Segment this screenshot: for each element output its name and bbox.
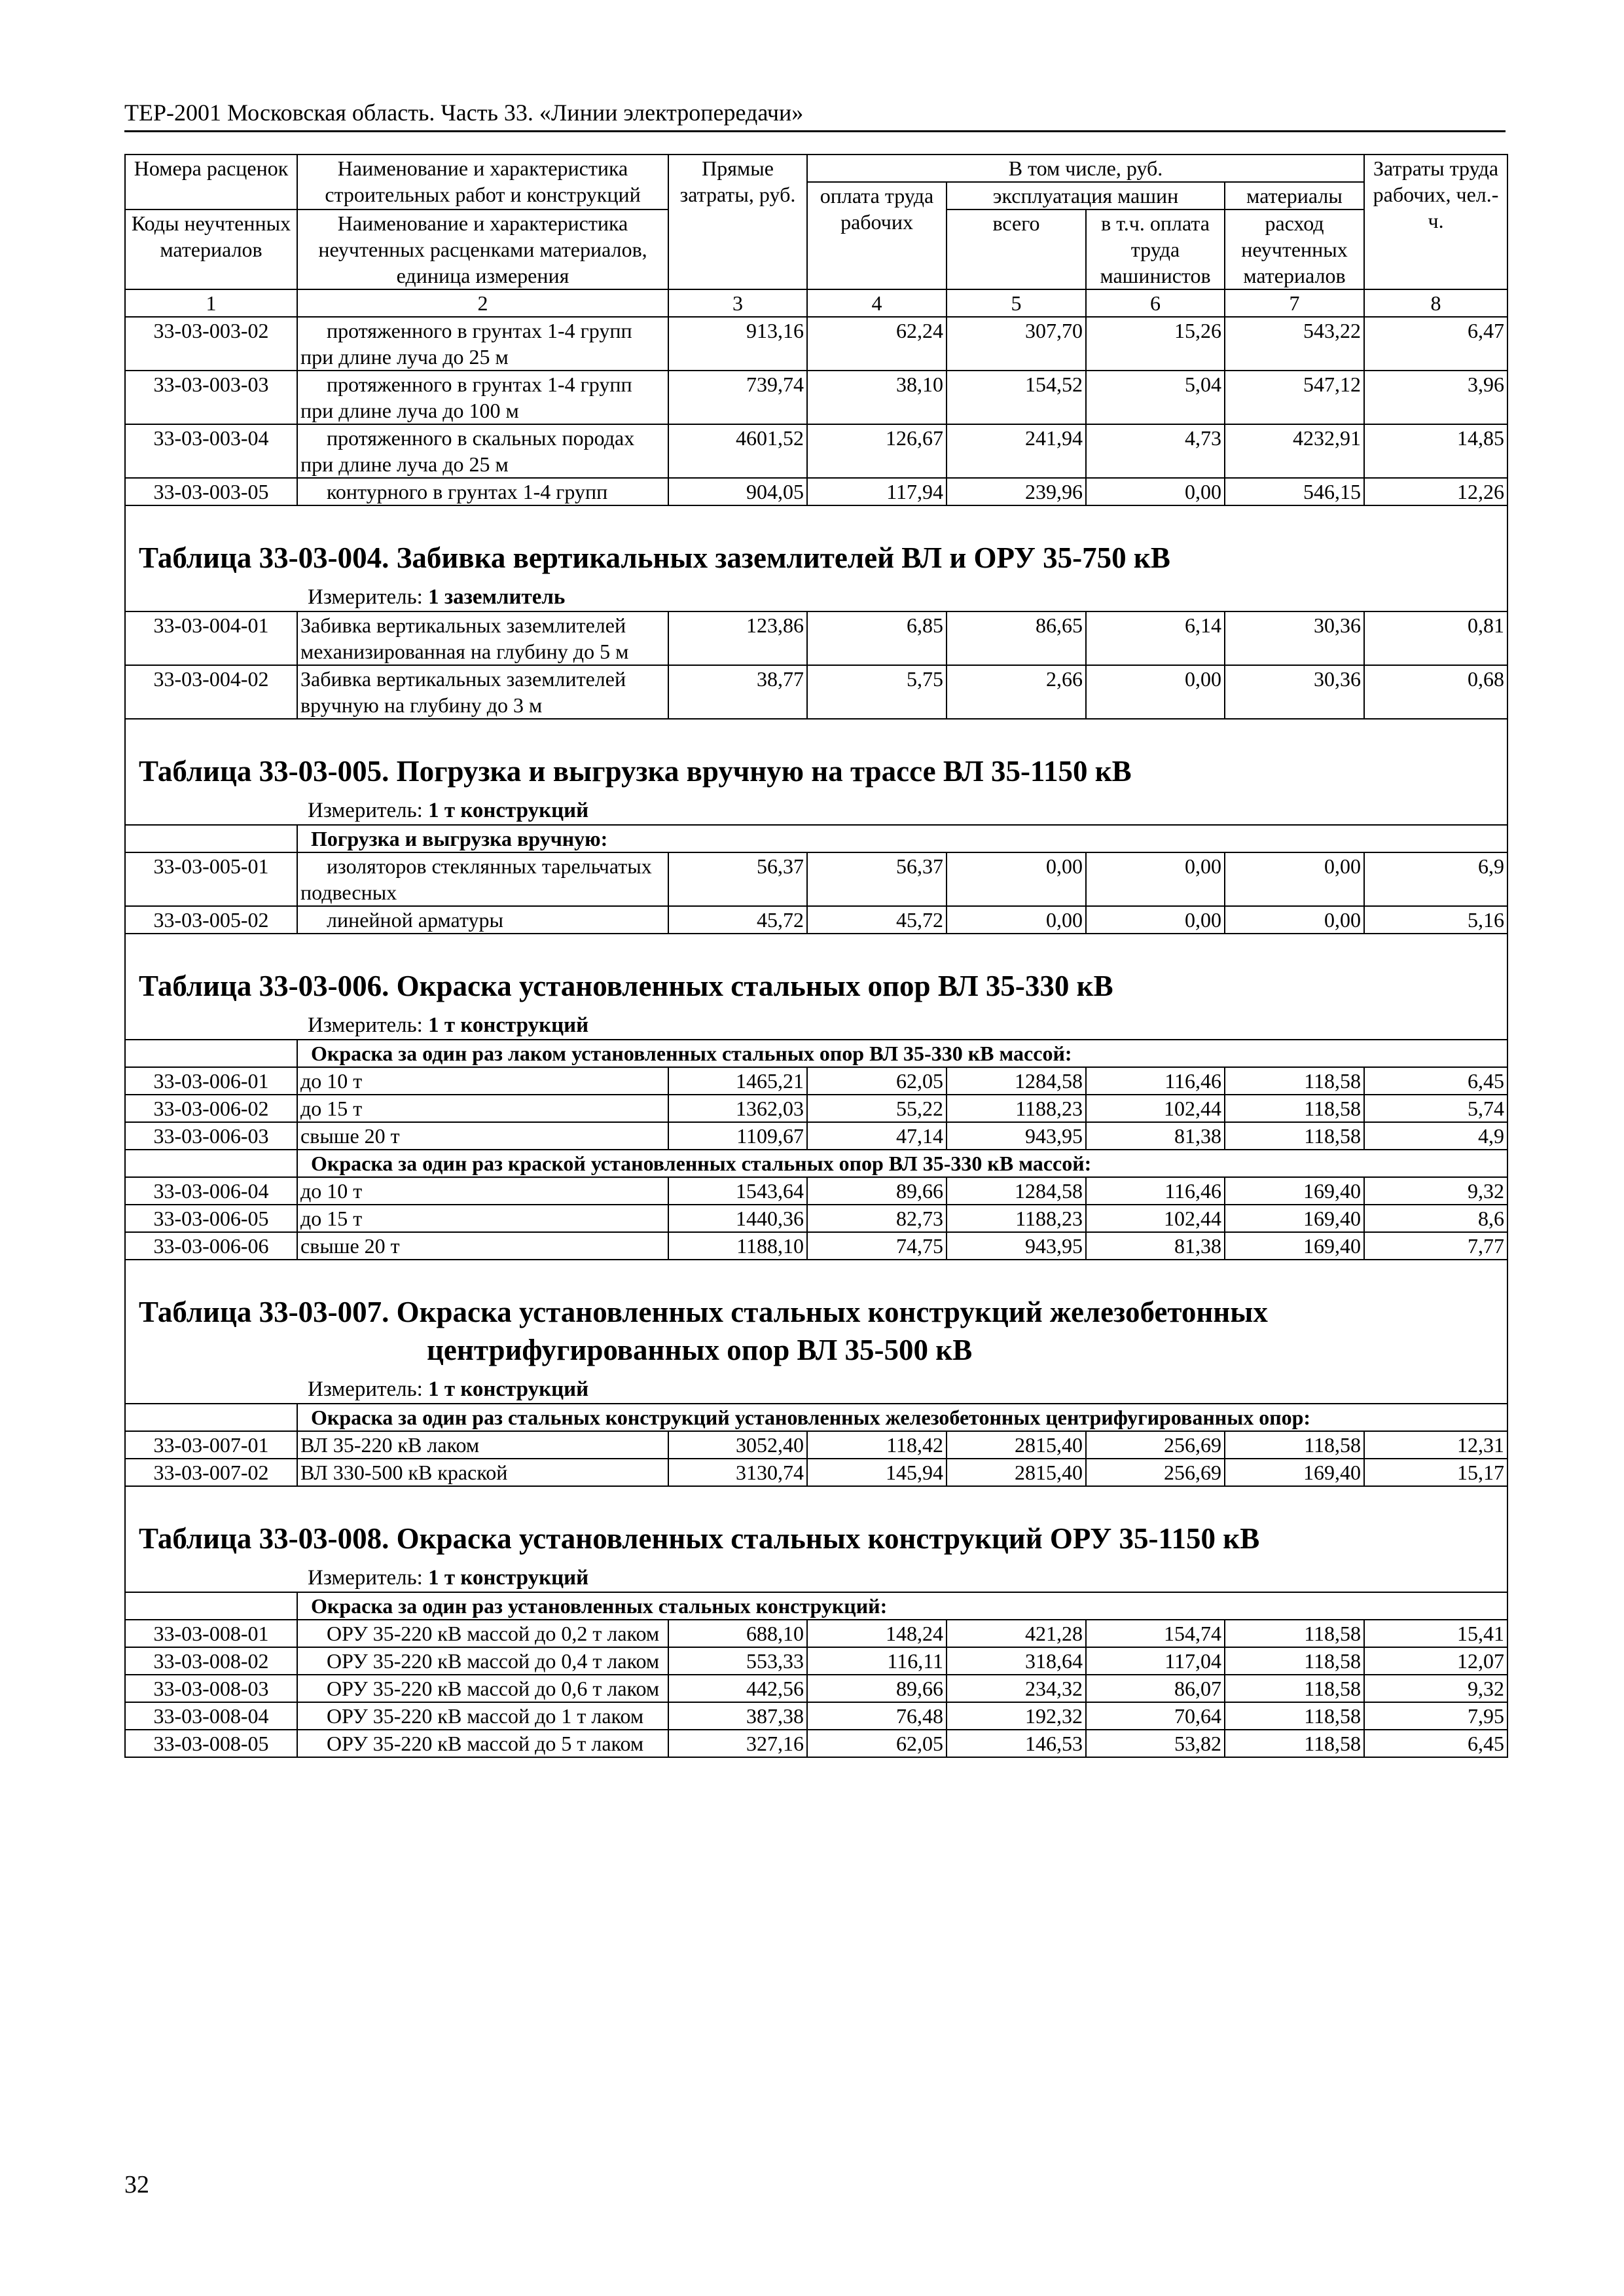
value-direct: 387,38 <box>668 1702 807 1730</box>
value-mach: 943,95 <box>947 1122 1086 1150</box>
value-mach: 1284,58 <box>947 1067 1086 1095</box>
page-header: ТЕР-2001 Московская область. Часть 33. «Линии электропередачи» <box>124 95 1506 132</box>
value-labor: 62,24 <box>807 317 947 371</box>
value-mach_labor: 53,82 <box>1086 1730 1225 1757</box>
value-labor: 74,75 <box>807 1232 947 1260</box>
table-title-line2: центрифугированных опор ВЛ 35-500 кВ <box>427 1334 973 1366</box>
measure-label: Измеритель: <box>308 1377 423 1401</box>
col-header-machines: эксплуатация машин <box>947 182 1225 210</box>
spacer <box>125 1486 1507 1513</box>
rate-code: 33-03-008-05 <box>125 1730 297 1757</box>
rate-code: 33-03-003-04 <box>125 424 297 478</box>
rate-code: 33-03-007-01 <box>125 1431 297 1459</box>
column-number: 6 <box>1086 289 1225 317</box>
work-name: ОРУ 35-220 кВ массой до 5 т лаком <box>297 1730 668 1757</box>
table-title: Таблица 33-03-006. Окраска установленных стальных опор ВЛ 35-330 кВ <box>139 970 1113 1002</box>
value-direct: 442,56 <box>668 1675 807 1702</box>
value-hours: 12,07 <box>1364 1647 1507 1675</box>
col-header-codes: Номера расценок <box>125 155 297 210</box>
spacer <box>125 719 1507 746</box>
work-name: Забивка вертикальных заземлителей механизированная на глубину до 5 м <box>297 611 668 665</box>
value-mat: 118,58 <box>1225 1095 1364 1122</box>
subheader: Окраска за один раз лаком установленных стальных опор ВЛ 35-330 кВ массой: <box>297 1040 1507 1067</box>
value-direct: 327,16 <box>668 1730 807 1757</box>
value-labor: 126,67 <box>807 424 947 478</box>
value-mat: 118,58 <box>1225 1122 1364 1150</box>
rate-code: 33-03-007-02 <box>125 1459 297 1486</box>
measure <box>125 583 1507 611</box>
column-number: 2 <box>297 289 668 317</box>
value-mach: 318,64 <box>947 1647 1086 1675</box>
value-mat: 118,58 <box>1225 1702 1364 1730</box>
value-mach: 239,96 <box>947 478 1086 505</box>
value-mat: 118,58 <box>1225 1431 1364 1459</box>
value-hours: 14,85 <box>1364 424 1507 478</box>
work-name: ОРУ 35-220 кВ массой до 1 т лаком <box>297 1702 668 1730</box>
value-labor: 145,94 <box>807 1459 947 1486</box>
rate-code: 33-03-006-03 <box>125 1122 297 1150</box>
value-labor: 6,85 <box>807 611 947 665</box>
value-mach: 1188,23 <box>947 1205 1086 1232</box>
value-hours: 15,41 <box>1364 1620 1507 1647</box>
table-row <box>125 1177 1507 1205</box>
value-mach_labor: 0,00 <box>1086 852 1225 906</box>
value-mach: 154,52 <box>947 371 1086 424</box>
table-007-title-cell <box>125 1286 1507 1376</box>
value-mach_labor: 6,14 <box>1086 611 1225 665</box>
measure-value: 1 заземлитель <box>428 585 566 609</box>
measure-label: Измеритель: <box>308 1566 423 1590</box>
value-mach: 2815,40 <box>947 1431 1086 1459</box>
table-006-title <box>125 960 1507 1011</box>
value-direct: 913,16 <box>668 317 807 371</box>
value-mach: 0,00 <box>947 852 1086 906</box>
value-labor: 47,14 <box>807 1122 947 1150</box>
subheader: Окраска за один раз краской установленных стальных опор ВЛ 35-330 кВ массой: <box>297 1150 1507 1177</box>
table-row <box>125 611 1507 665</box>
table-005-title-cell <box>125 746 1507 797</box>
subheader: Окраска за один раз стальных конструкций установленных железобетонных центрифугированных опор: <box>297 1404 1507 1431</box>
value-labor: 62,05 <box>807 1067 947 1095</box>
value-direct: 688,10 <box>668 1620 807 1647</box>
rate-code: 33-03-008-02 <box>125 1647 297 1675</box>
table-row <box>125 1095 1507 1122</box>
work-name: контурного в грунтах 1-4 групп <box>297 478 668 505</box>
table-title: Таблица 33-03-005. Погрузка и выгрузка вручную на трассе ВЛ 35-1150 кВ <box>139 755 1132 788</box>
table-row <box>125 1675 1507 1702</box>
work-name: ОРУ 35-220 кВ массой до 0,4 т лаком <box>297 1647 668 1675</box>
value-direct: 1362,03 <box>668 1095 807 1122</box>
measure-value: 1 т конструкций <box>428 799 589 822</box>
value-hours: 15,17 <box>1364 1459 1507 1486</box>
value-labor: 89,66 <box>807 1177 947 1205</box>
value-labor: 38,10 <box>807 371 947 424</box>
work-name: изоляторов стеклянных тарельчатых подвесных <box>297 852 668 906</box>
rate-code: 33-03-006-02 <box>125 1095 297 1122</box>
table-row <box>125 1205 1507 1232</box>
measure <box>125 797 1507 825</box>
spacer <box>125 1260 1507 1286</box>
col-header-materials: материалы <box>1225 182 1364 210</box>
work-name: ОРУ 35-220 кВ массой до 0,6 т лаком <box>297 1675 668 1702</box>
value-mach_labor: 154,74 <box>1086 1620 1225 1647</box>
value-mach: 1188,23 <box>947 1095 1086 1122</box>
measure-row <box>125 583 1507 611</box>
value-mat: 118,58 <box>1225 1730 1364 1757</box>
rate-code: 33-03-006-06 <box>125 1232 297 1260</box>
work-name: протяженного в грунтах 1-4 групп при длине луча до 100 м <box>297 371 668 424</box>
value-mach: 307,70 <box>947 317 1086 371</box>
header-row-1 <box>125 155 1507 182</box>
value-hours: 0,81 <box>1364 611 1507 665</box>
value-mat: 118,58 <box>1225 1675 1364 1702</box>
value-mach_labor: 5,04 <box>1086 371 1225 424</box>
table-row <box>125 1232 1507 1260</box>
rate-code: 33-03-006-04 <box>125 1177 297 1205</box>
subheader-code <box>125 1592 297 1620</box>
subheader-row <box>125 1150 1507 1177</box>
value-mat: 169,40 <box>1225 1459 1364 1486</box>
value-labor: 5,75 <box>807 665 947 719</box>
table-008-title-cell <box>125 1513 1507 1564</box>
measure-value: 1 т конструкций <box>428 1013 589 1037</box>
value-direct: 553,33 <box>668 1647 807 1675</box>
value-hours: 6,47 <box>1364 317 1507 371</box>
value-mach_labor: 81,38 <box>1086 1122 1225 1150</box>
column-number: 7 <box>1225 289 1364 317</box>
value-direct: 45,72 <box>668 906 807 934</box>
value-labor: 82,73 <box>807 1205 947 1232</box>
work-name: свыше 20 т <box>297 1232 668 1260</box>
value-mach_labor: 116,46 <box>1086 1067 1225 1095</box>
measure-label: Измеритель: <box>308 585 423 609</box>
spacer-row <box>125 1260 1507 1286</box>
work-name: линейной арматуры <box>297 906 668 934</box>
value-mach_labor: 0,00 <box>1086 478 1225 505</box>
table-row <box>125 852 1507 906</box>
measure-value: 1 т конструкций <box>428 1566 589 1590</box>
value-direct: 123,86 <box>668 611 807 665</box>
value-hours: 3,96 <box>1364 371 1507 424</box>
subheader-code <box>125 1040 297 1067</box>
value-direct: 3052,40 <box>668 1431 807 1459</box>
work-name: Забивка вертикальных заземлителей вручную на глубину до 3 м <box>297 665 668 719</box>
work-name: до 15 т <box>297 1095 668 1122</box>
value-direct: 1440,36 <box>668 1205 807 1232</box>
value-labor: 89,66 <box>807 1675 947 1702</box>
work-name: протяженного в грунтах 1-4 групп при длине луча до 25 м <box>297 317 668 371</box>
value-direct: 38,77 <box>668 665 807 719</box>
work-name: ВЛ 330-500 кВ краской <box>297 1459 668 1486</box>
value-mach: 1284,58 <box>947 1177 1086 1205</box>
value-mat: 547,12 <box>1225 371 1364 424</box>
value-hours: 6,9 <box>1364 852 1507 906</box>
subheader-code <box>125 825 297 852</box>
spacer-row <box>125 934 1507 960</box>
value-direct: 1188,10 <box>668 1232 807 1260</box>
value-mach: 421,28 <box>947 1620 1086 1647</box>
col-header-mach-total: всего <box>947 210 1086 289</box>
value-hours: 7,77 <box>1364 1232 1507 1260</box>
measure-label: Измеритель: <box>308 799 423 822</box>
work-name: ОРУ 35-220 кВ массой до 0,2 т лаком <box>297 1620 668 1647</box>
col-header-mat-usage: расход неучтенных материалов <box>1225 210 1364 289</box>
col-header-mat-name: Наименование и характеристика неучтенных расценками материалов, единица измерения <box>297 210 668 289</box>
subheader-row <box>125 1404 1507 1431</box>
measure <box>125 1011 1507 1040</box>
value-mach: 241,94 <box>947 424 1086 478</box>
value-mat: 169,40 <box>1225 1205 1364 1232</box>
column-number: 3 <box>668 289 807 317</box>
price-table <box>124 154 1508 1758</box>
value-labor: 55,22 <box>807 1095 947 1122</box>
measure-row <box>125 1376 1507 1404</box>
value-mat: 118,58 <box>1225 1647 1364 1675</box>
table-row <box>125 906 1507 934</box>
value-mach: 2815,40 <box>947 1459 1086 1486</box>
value-hours: 12,26 <box>1364 478 1507 505</box>
value-mach_labor: 86,07 <box>1086 1675 1225 1702</box>
value-labor: 62,05 <box>807 1730 947 1757</box>
value-direct: 3130,74 <box>668 1459 807 1486</box>
value-direct: 56,37 <box>668 852 807 906</box>
value-labor: 56,37 <box>807 852 947 906</box>
spacer-row <box>125 719 1507 746</box>
value-mat: 169,40 <box>1225 1232 1364 1260</box>
value-mach: 2,66 <box>947 665 1086 719</box>
table-004-title-cell <box>125 532 1507 583</box>
work-name: до 10 т <box>297 1177 668 1205</box>
value-mach_labor: 256,69 <box>1086 1431 1225 1459</box>
work-name: до 15 т <box>297 1205 668 1232</box>
subheader-code <box>125 1404 297 1431</box>
value-hours: 4,9 <box>1364 1122 1507 1150</box>
table-row <box>125 1730 1507 1757</box>
table-title: Таблица 33-03-008. Окраска установленных стальных конструкций ОРУ 35-1150 кВ <box>139 1522 1260 1555</box>
value-hours: 9,32 <box>1364 1675 1507 1702</box>
value-hours: 8,6 <box>1364 1205 1507 1232</box>
value-mach_labor: 102,44 <box>1086 1205 1225 1232</box>
measure <box>125 1376 1507 1404</box>
spacer <box>125 934 1507 960</box>
rate-code: 33-03-004-01 <box>125 611 297 665</box>
value-mach_labor: 0,00 <box>1086 665 1225 719</box>
rate-code: 33-03-003-02 <box>125 317 297 371</box>
table-row <box>125 1702 1507 1730</box>
spacer-row <box>125 505 1507 532</box>
col-header-group: В том числе, руб. <box>807 155 1364 182</box>
column-number: 8 <box>1364 289 1507 317</box>
table-row <box>125 371 1507 424</box>
value-mat: 118,58 <box>1225 1620 1364 1647</box>
value-hours: 5,16 <box>1364 906 1507 934</box>
table-title: Таблица 33-03-007. Окраска установленных стальных конструкций железобетонных <box>139 1296 1268 1328</box>
value-hours: 6,45 <box>1364 1067 1507 1095</box>
value-hours: 0,68 <box>1364 665 1507 719</box>
work-name: ВЛ 35-220 кВ лаком <box>297 1431 668 1459</box>
value-direct: 1543,64 <box>668 1177 807 1205</box>
table-004-title <box>125 532 1507 583</box>
value-mach: 192,32 <box>947 1702 1086 1730</box>
value-mach: 0,00 <box>947 906 1086 934</box>
column-number: 1 <box>125 289 297 317</box>
spacer-row <box>125 1486 1507 1513</box>
measure-row <box>125 1011 1507 1040</box>
spacer <box>125 505 1507 532</box>
subheader-code <box>125 1150 297 1177</box>
value-mat: 169,40 <box>1225 1177 1364 1205</box>
value-direct: 904,05 <box>668 478 807 505</box>
value-hours: 12,31 <box>1364 1431 1507 1459</box>
column-numbers-row <box>125 289 1507 317</box>
value-mach_labor: 4,73 <box>1086 424 1225 478</box>
measure <box>125 1564 1507 1592</box>
table-006-title-cell <box>125 960 1507 1011</box>
value-mach_labor: 256,69 <box>1086 1459 1225 1486</box>
rate-code: 33-03-008-03 <box>125 1675 297 1702</box>
rate-code: 33-03-003-05 <box>125 478 297 505</box>
value-mat: 543,22 <box>1225 317 1364 371</box>
value-mat: 30,36 <box>1225 665 1364 719</box>
col-header-labor: оплата труда рабочих <box>807 182 947 289</box>
value-mach: 234,32 <box>947 1675 1086 1702</box>
table-row <box>125 1431 1507 1459</box>
value-mach: 86,65 <box>947 611 1086 665</box>
col-header-name: Наименование и характеристика строительных работ и конструкций <box>297 155 668 210</box>
value-mat: 0,00 <box>1225 906 1364 934</box>
col-header-hours: Затраты труда рабочих, чел.-ч. <box>1364 155 1507 289</box>
rate-code: 33-03-003-03 <box>125 371 297 424</box>
col-header-mach-labor: в т.ч. оплата труда машинистов <box>1086 210 1225 289</box>
col-header-direct: Прямые затраты, руб. <box>668 155 807 289</box>
value-mach_labor: 70,64 <box>1086 1702 1225 1730</box>
subheader-row <box>125 1040 1507 1067</box>
value-mach: 943,95 <box>947 1232 1086 1260</box>
value-labor: 116,11 <box>807 1647 947 1675</box>
rate-code: 33-03-004-02 <box>125 665 297 719</box>
work-name: свыше 20 т <box>297 1122 668 1150</box>
subheader-row <box>125 825 1507 852</box>
value-hours: 7,95 <box>1364 1702 1507 1730</box>
table-row <box>125 1620 1507 1647</box>
value-mat: 546,15 <box>1225 478 1364 505</box>
rate-code: 33-03-005-01 <box>125 852 297 906</box>
table-row <box>125 424 1507 478</box>
measure-row <box>125 1564 1507 1592</box>
value-mach_labor: 116,46 <box>1086 1177 1225 1205</box>
table-row <box>125 1067 1507 1095</box>
rate-code: 33-03-008-04 <box>125 1702 297 1730</box>
work-name: протяженного в скальных породах при длине луча до 25 м <box>297 424 668 478</box>
table-008-title <box>125 1513 1507 1564</box>
value-labor: 148,24 <box>807 1620 947 1647</box>
rate-code: 33-03-006-01 <box>125 1067 297 1095</box>
rate-code: 33-03-008-01 <box>125 1620 297 1647</box>
value-direct: 739,74 <box>668 371 807 424</box>
table-row <box>125 665 1507 719</box>
measure-value: 1 т конструкций <box>428 1377 589 1401</box>
value-mach_labor: 81,38 <box>1086 1232 1225 1260</box>
value-mat: 30,36 <box>1225 611 1364 665</box>
col-header-mat-codes: Коды неучтенных материалов <box>125 210 297 289</box>
value-hours: 6,45 <box>1364 1730 1507 1757</box>
value-labor: 117,94 <box>807 478 947 505</box>
value-mat: 118,58 <box>1225 1067 1364 1095</box>
value-mat: 4232,91 <box>1225 424 1364 478</box>
value-hours: 9,32 <box>1364 1177 1507 1205</box>
table-row <box>125 1647 1507 1675</box>
rate-code: 33-03-005-02 <box>125 906 297 934</box>
value-direct: 4601,52 <box>668 424 807 478</box>
table-row <box>125 478 1507 505</box>
page-number: 32 <box>124 2171 149 2198</box>
value-direct: 1109,67 <box>668 1122 807 1150</box>
table-005-title <box>125 746 1507 797</box>
table-row <box>125 1122 1507 1150</box>
rate-code: 33-03-006-05 <box>125 1205 297 1232</box>
value-mach_labor: 0,00 <box>1086 906 1225 934</box>
value-labor: 45,72 <box>807 906 947 934</box>
table-title: Таблица 33-03-004. Забивка вертикальных заземлителей ВЛ и ОРУ 35-750 кВ <box>139 541 1170 574</box>
value-mach_labor: 102,44 <box>1086 1095 1225 1122</box>
subheader: Окраска за один раз установленных стальных конструкций: <box>297 1592 1507 1620</box>
table-007-title <box>125 1286 1507 1376</box>
column-number: 4 <box>807 289 947 317</box>
value-labor: 118,42 <box>807 1431 947 1459</box>
work-name: до 10 т <box>297 1067 668 1095</box>
measure-row <box>125 797 1507 825</box>
value-mach_labor: 117,04 <box>1086 1647 1225 1675</box>
table-row <box>125 317 1507 371</box>
value-labor: 76,48 <box>807 1702 947 1730</box>
value-mat: 0,00 <box>1225 852 1364 906</box>
subheader: Погрузка и выгрузка вручную: <box>297 825 1507 852</box>
table-row <box>125 1459 1507 1486</box>
value-direct: 1465,21 <box>668 1067 807 1095</box>
value-hours: 5,74 <box>1364 1095 1507 1122</box>
measure-label: Измеритель: <box>308 1013 423 1037</box>
value-mach_labor: 15,26 <box>1086 317 1225 371</box>
value-mach: 146,53 <box>947 1730 1086 1757</box>
column-number: 5 <box>947 289 1086 317</box>
subheader-row <box>125 1592 1507 1620</box>
